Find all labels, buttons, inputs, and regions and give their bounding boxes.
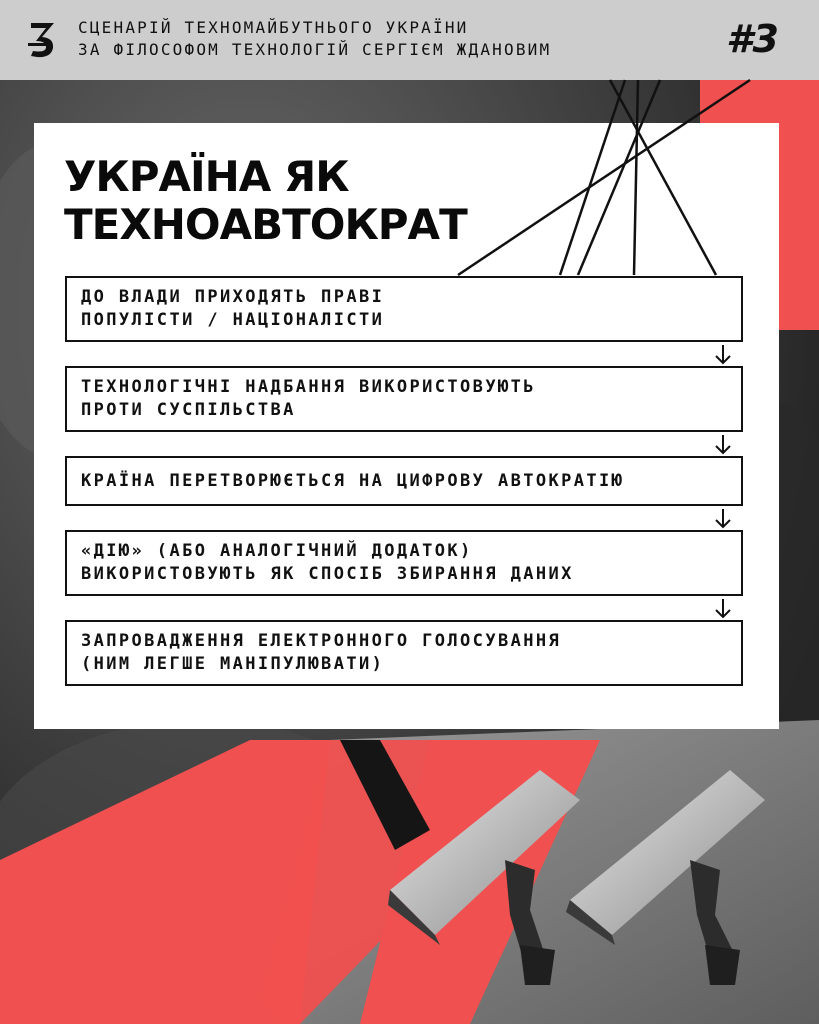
header-subtitle-line1: СЦЕНАРІЙ ТЕХНОМАЙБУТНЬОГО УКРАЇНИ	[78, 18, 469, 37]
issue-number: #3	[726, 17, 779, 61]
scenario-step-4-text: «ДІЮ» (АБО АНАЛОГІЧНИЙ ДОДАТОК) ВИКОРИСТОВУЮТЬ ЯК СПОСІБ ЗБИРАННЯ ДАНИХ	[81, 541, 574, 584]
scenario-step-1	[65, 276, 743, 342]
page-title-line1: УКРАЇНА ЯК	[64, 152, 349, 201]
header-subtitle-line2: ЗА ФІЛОСОФОМ ТЕХНОЛОГІЙ СЕРГІЄМ ЖДАНОВИМ	[78, 40, 552, 59]
scenario-step-4	[65, 530, 743, 596]
scenario-step-5	[65, 620, 743, 686]
arrow-down-icon	[713, 344, 733, 366]
arrow-down-icon	[713, 508, 733, 530]
page-title	[64, 153, 467, 249]
scenario-card	[34, 123, 779, 729]
logo-3-icon	[28, 20, 58, 60]
scenario-step-3-text: КРАЇНА ПЕРЕТВОРЮЄТЬСЯ НА ЦИФРОВУ АВТОКРАТІЮ	[81, 470, 625, 491]
arrow-down-icon	[713, 598, 733, 620]
scenario-step-3	[65, 456, 743, 506]
page-title-line2: ТЕХНОАВТОКРАТ	[64, 200, 467, 249]
scenario-step-5-text: ЗАПРОВАДЖЕННЯ ЕЛЕКТРОННОГО ГОЛОСУВАННЯ (НИМ ЛЕГШЕ МАНІПУЛЮВАТИ)	[81, 631, 562, 674]
header-bar	[0, 0, 819, 80]
arrow-down-icon	[713, 434, 733, 456]
scenario-step-2	[65, 366, 743, 432]
scenario-step-2-text: ТЕХНОЛОГІЧНІ НАДБАННЯ ВИКОРИСТОВУЮТЬ ПРОТИ СУСПІЛЬСТВА	[81, 377, 536, 420]
header-subtitle	[78, 17, 551, 61]
scenario-step-1-text: ДО ВЛАДИ ПРИХОДЯТЬ ПРАВІ ПОПУЛІСТИ / НАЦІОНАЛІСТИ	[81, 287, 385, 330]
